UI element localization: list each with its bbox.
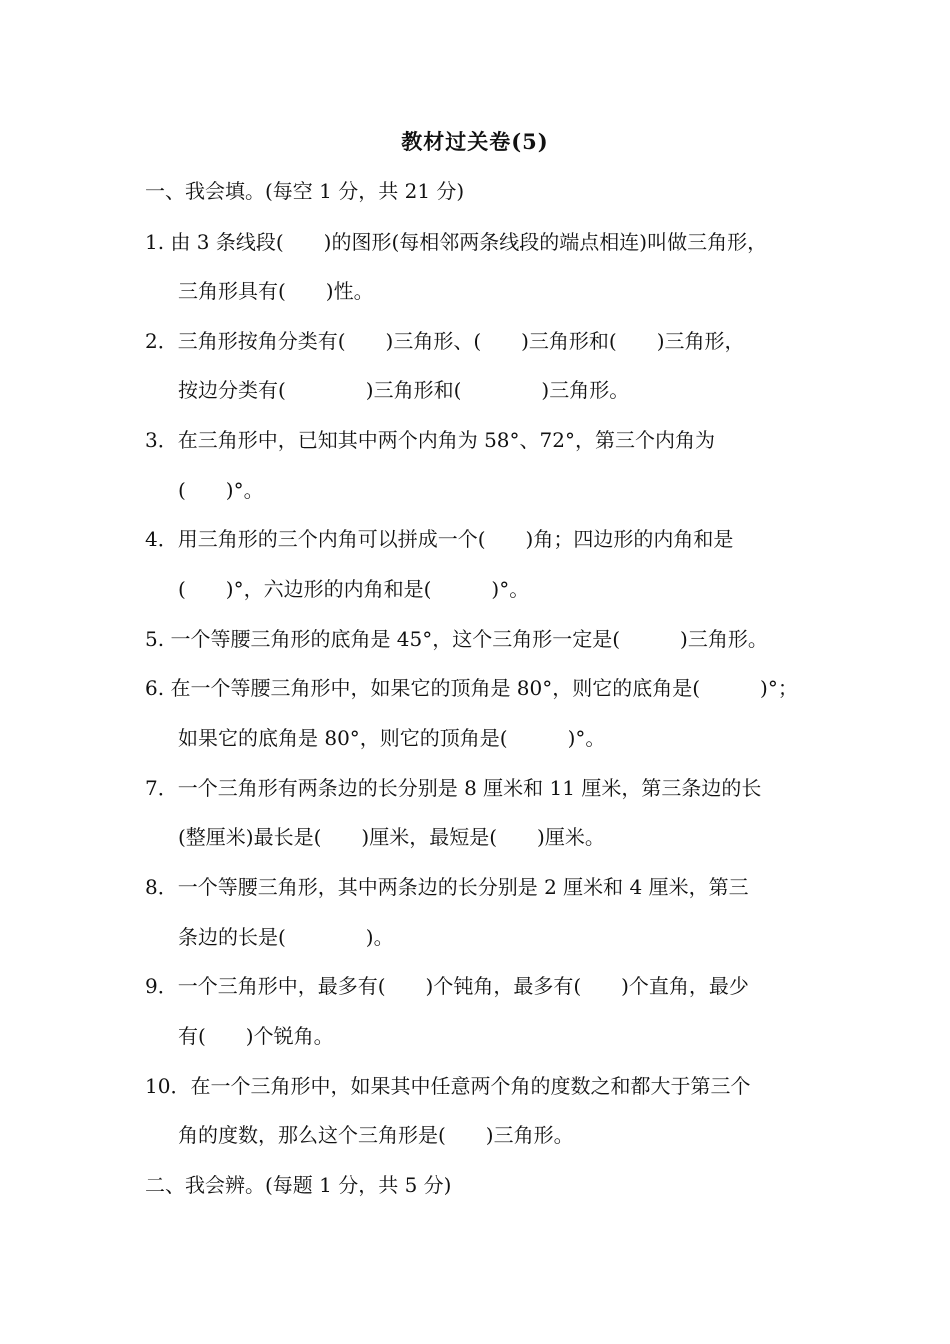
question-2-line-2: 按边分类有( )三角形和( )三角形。 <box>178 378 630 402</box>
question-3-line-2: ( )°。 <box>178 478 264 502</box>
question-5-line-1: 5. 一个等腰三角形的底角是 45°，这个三角形一定是( )三角形。 <box>145 627 768 651</box>
question-8-line-2: 条边的长是( )。 <box>178 925 394 949</box>
question-1-line-2: 三角形具有( )性。 <box>178 279 374 303</box>
section-heading-fill: 一、我会填。(每空 1 分，共 21 分) <box>145 179 465 203</box>
question-10-line-2: 角的度数，那么这个三角形是( )三角形。 <box>178 1123 574 1147</box>
question-3-line-1: 3．在三角形中，已知其中两个内角为 58°、72°，第三个内角为 <box>145 428 715 452</box>
question-9-line-2: 有( )个锐角。 <box>178 1024 334 1048</box>
question-1-line-1: 1. 由 3 条线段( )的图形(每相邻两条线段的端点相连)叫做三角形， <box>145 230 768 254</box>
question-7-line-2: (整厘米)最长是( )厘米，最短是( )厘米。 <box>178 825 605 849</box>
question-7-line-1: 7．一个三角形有两条边的长分别是 8 厘米和 11 厘米，第三条边的长 <box>145 776 762 800</box>
question-4-line-1: 4．用三角形的三个内角可以拼成一个( )角；四边形的内角和是 <box>145 527 734 551</box>
section-heading-judge: 二、我会辨。(每题 1 分，共 5 分) <box>145 1173 452 1197</box>
question-2-line-1: 2．三角形按角分类有( )三角形、( )三角形和( )三角形， <box>145 329 745 353</box>
question-6-line-1: 6. 在一个等腰三角形中，如果它的顶角是 80°，则它的底角是( )°； <box>145 676 798 700</box>
question-10-line-1: 10．在一个三角形中，如果其中任意两个角的度数之和都大于第三个 <box>145 1074 751 1098</box>
question-6-line-2: 如果它的底角是 80°，则它的顶角是( )°。 <box>178 726 606 750</box>
page-title: 教材过关卷(5) <box>401 129 549 154</box>
question-9-line-1: 9．一个三角形中，最多有( )个钝角，最多有( )个直角，最少 <box>145 974 749 998</box>
question-4-line-2: ( )°，六边形的内角和是( )°。 <box>178 577 530 601</box>
question-8-line-1: 8．一个等腰三角形，其中两条边的长分别是 2 厘米和 4 厘米，第三 <box>145 875 749 899</box>
